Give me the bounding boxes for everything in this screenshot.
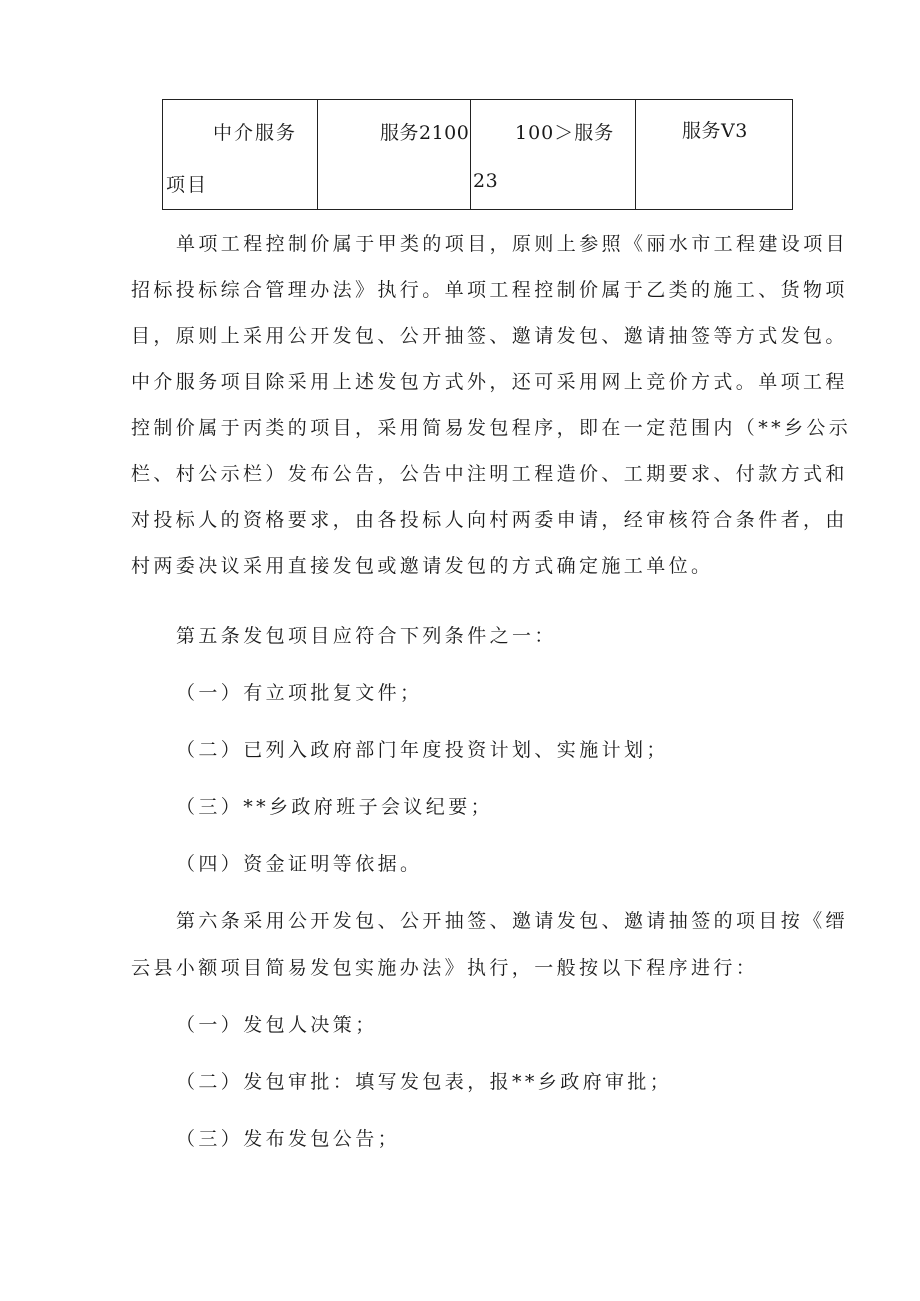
cell-text: 服务2100 xyxy=(380,122,470,144)
paragraph-line: 中介服务项目除采用上述发包方式外，还可采用网上竞价方式。单项工程 xyxy=(131,371,848,393)
cell-text: 100＞服务 xyxy=(515,122,615,144)
list-item: （四）资金证明等依据。 xyxy=(176,853,423,875)
table-cell xyxy=(636,100,793,210)
list-item: （二）已列入政府部门年度投资计划、实施计划； xyxy=(176,739,669,761)
list-item: （三）**乡政府班子会议纪要； xyxy=(176,796,494,818)
table-cell xyxy=(318,100,471,210)
cell-text: 中介服务 xyxy=(213,122,298,144)
list-item: （一）发包人决策； xyxy=(176,1014,378,1036)
article-heading: 第五条发包项目应符合下列条件之一： xyxy=(176,625,557,647)
cell-text: 23 xyxy=(473,170,499,192)
list-item: （三）发布发包公告； xyxy=(176,1128,401,1150)
paragraph-line: 云县小额项目简易发包实施办法》执行，一般按以下程序进行： xyxy=(131,957,759,979)
table-row xyxy=(163,100,793,210)
paragraph-line: 村两委决议采用直接发包或邀请发包的方式确定施工单位。 xyxy=(131,555,714,577)
paragraph-line: 目，原则上采用公开发包、公开抽签、邀请发包、邀请抽签等方式发包。 xyxy=(131,325,848,347)
table-cell xyxy=(471,100,636,210)
cell-text: 项目 xyxy=(166,174,209,196)
paragraph-line: 对投标人的资格要求，由各投标人向村两委申请，经审核符合条件者，由 xyxy=(131,509,848,531)
paragraph-line: 单项工程控制价属于甲类的项目，原则上参照《丽水市工程建设项目 xyxy=(176,233,849,255)
cell-text: 服务V3 xyxy=(682,120,748,142)
list-item: （一）有立项批复文件； xyxy=(176,682,423,704)
paragraph-line: 招标投标综合管理办法》执行。单项工程控制价属于乙类的施工、货物项 xyxy=(131,279,848,301)
paragraph-line: 第六条采用公开发包、公开抽签、邀请发包、邀请抽签的项目按《缙 xyxy=(176,910,849,932)
list-item: （二）发包审批：填写发包表，报**乡政府审批； xyxy=(176,1071,673,1093)
service-table xyxy=(162,99,793,210)
paragraph-line: 栏、村公示栏）发布公告，公告中注明工程造价、工期要求、付款方式和 xyxy=(131,463,848,485)
paragraph-line: 控制价属于丙类的项目，采用简易发包程序，即在一定范围内（**乡公示 xyxy=(131,417,852,439)
table-cell xyxy=(163,100,318,210)
